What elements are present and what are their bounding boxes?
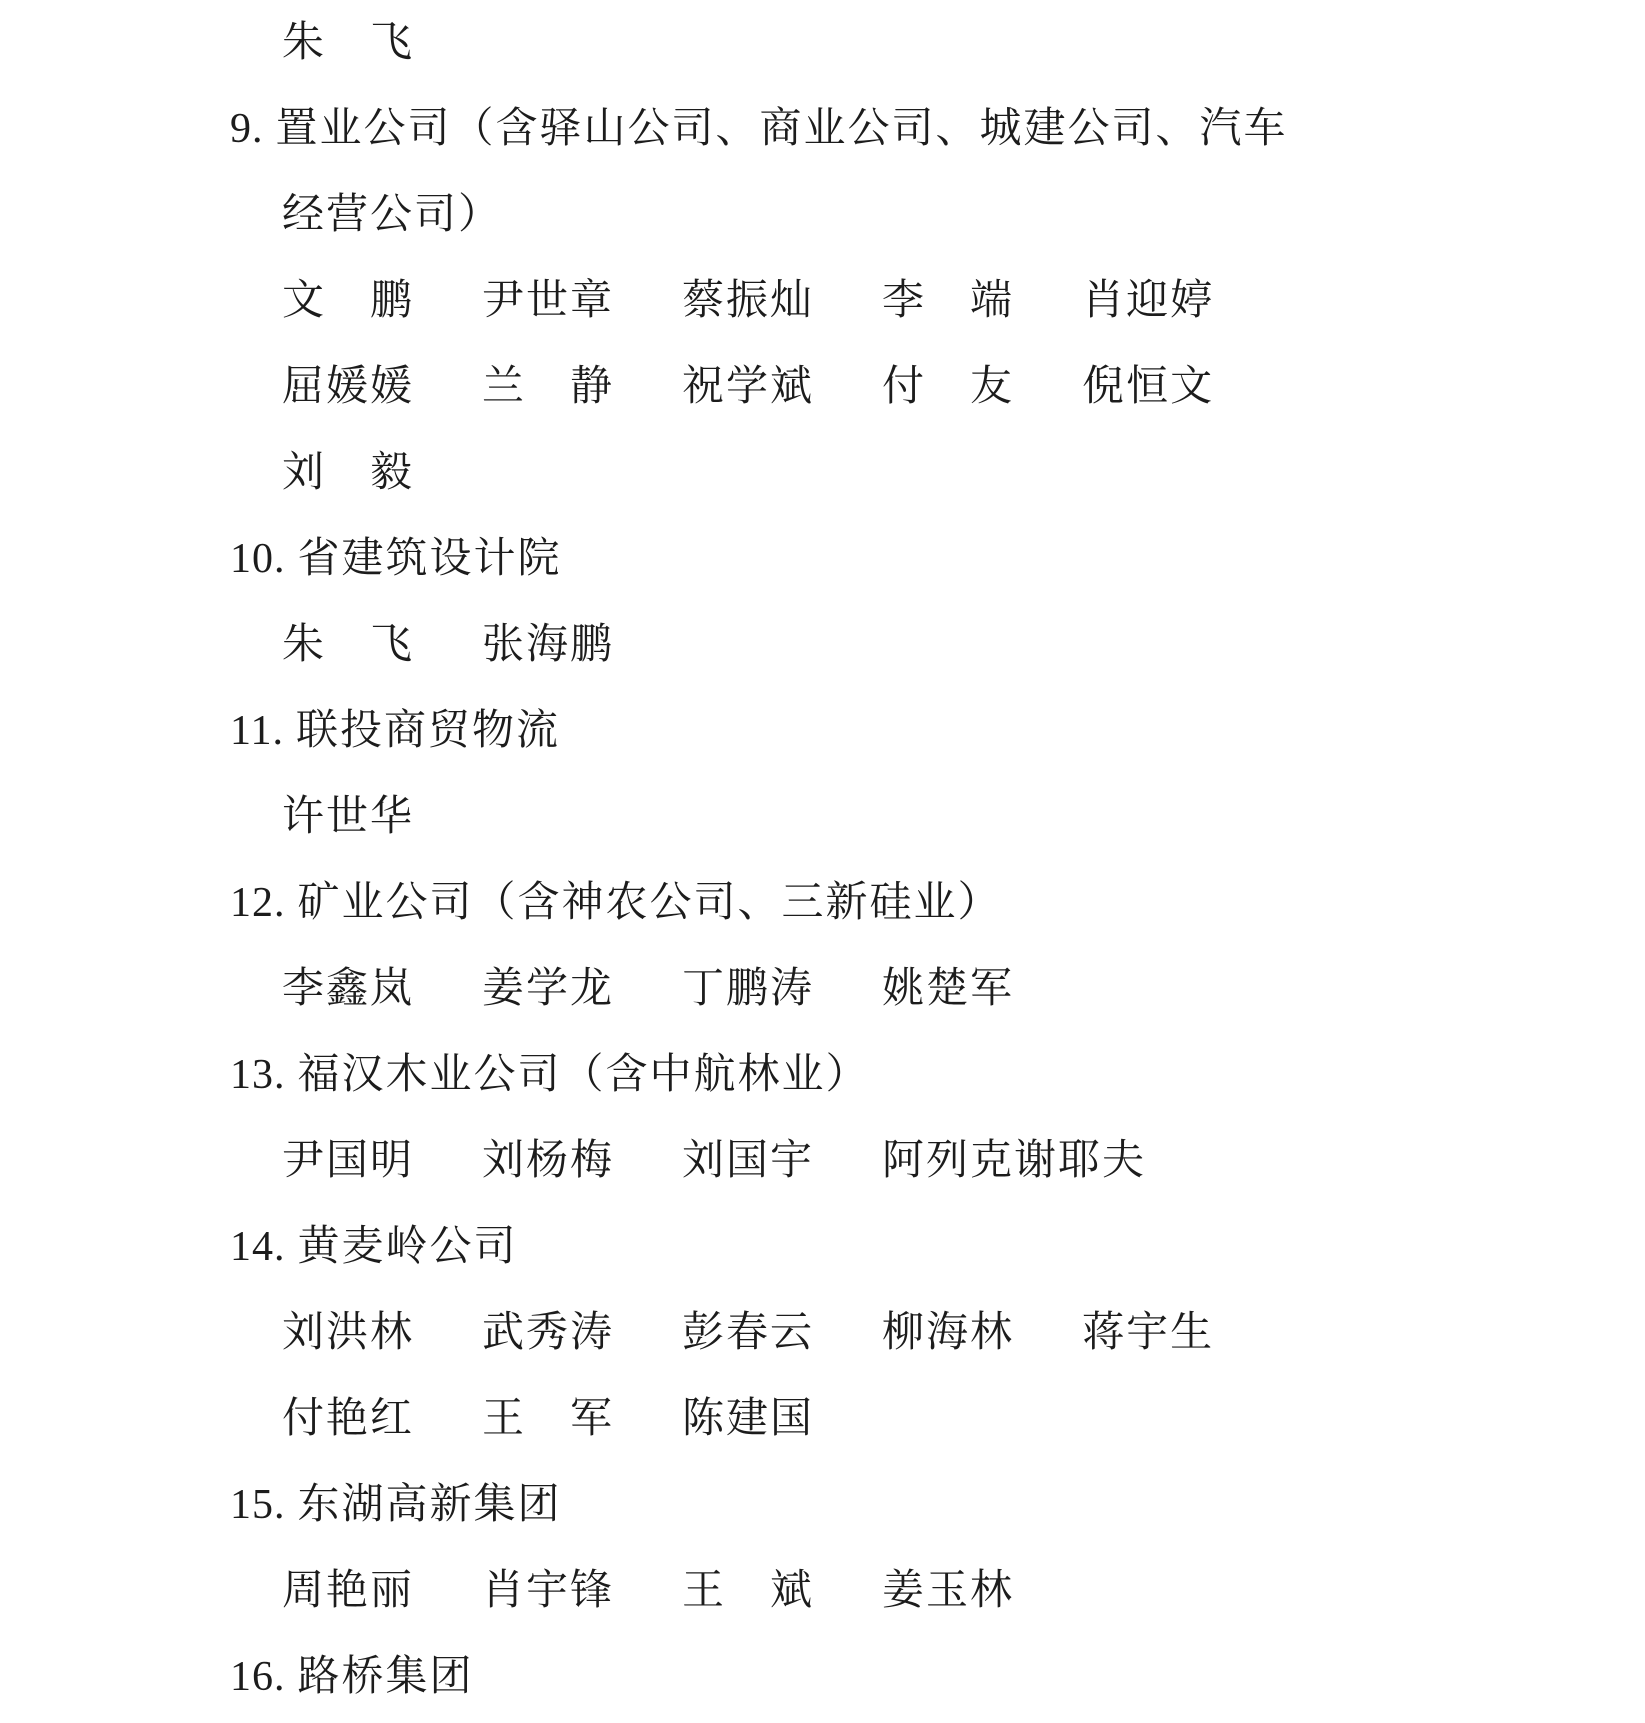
person-name: 王 军 [482,1396,615,1442]
section-title: 联投商贸物流 [295,708,560,754]
name-row [0,1118,1645,1204]
section-title: 矿业公司（含神农公司、三新硅业） [297,880,1002,926]
person-name: 姜学龙 [482,966,615,1012]
name-row [0,1290,1645,1376]
person-name: 蔡振灿 [682,278,815,324]
person-name: 李 端 [882,278,1015,324]
person-name: 李鑫岚 [282,966,415,1012]
section-title: 东湖高新集团 [297,1482,562,1528]
person-name: 付艳红 [282,1396,415,1442]
person-name: 尹国明 [282,1138,415,1184]
person-name: 武秀涛 [482,1310,615,1356]
section-heading [0,1032,1645,1118]
section-number: 12. [230,880,286,926]
section-heading [0,688,1645,774]
name-row [0,344,1645,430]
person-name: 肖宇锋 [482,1568,615,1614]
section-number: 9. [230,106,264,152]
name-row [0,1548,1645,1634]
section-heading [0,860,1645,946]
person-name: 朱 飞 [282,622,415,668]
person-name: 周艳丽 [282,1568,415,1614]
section-title: 福汉木业公司（含中航林业） [297,1052,870,1098]
person-name: 刘洪林 [282,1310,415,1356]
section-number: 11. [230,708,284,754]
section-title: 置业公司（含驿山公司、商业公司、城建公司、汽车 [275,106,1288,152]
section-heading-wrap [0,172,1645,258]
person-name: 姚楚军 [882,966,1015,1012]
section-title: 经营公司） [282,192,503,238]
person-name: 姜玉林 [882,1568,1015,1614]
person-name: 倪恒文 [1082,364,1215,410]
section-title: 路桥集团 [297,1654,474,1700]
person-name: 刘杨梅 [482,1138,615,1184]
person-name: 柳海林 [882,1310,1015,1356]
section-number: 16. [230,1654,286,1700]
person-name: 阿列克谢耶夫 [882,1138,1147,1184]
person-name: 张海鹏 [482,622,615,668]
name-row [0,602,1645,688]
name-row [0,774,1645,860]
section-heading [0,516,1645,602]
section-number: 14. [230,1224,286,1270]
name-row [0,430,1645,516]
section-title: 黄麦岭公司 [297,1224,518,1270]
name-row [0,946,1645,1032]
person-name: 丁鹏涛 [682,966,815,1012]
section-heading [0,1204,1645,1290]
name-row [0,1376,1645,1462]
person-name: 彭春云 [682,1310,815,1356]
section-number: 15. [230,1482,286,1528]
person-name: 陈建国 [682,1396,815,1442]
person-name: 许世华 [282,794,415,840]
person-name: 朱 飞 [282,20,415,66]
sections-list [0,86,1645,1720]
name-row [0,0,1645,86]
section-heading [0,86,1645,172]
person-name: 文 鹏 [282,278,415,324]
name-row [0,258,1645,344]
person-name: 刘 毅 [282,450,415,496]
person-name: 王 斌 [682,1568,815,1614]
section-number: 10. [230,536,286,582]
person-name: 肖迎婷 [1082,278,1215,324]
section-heading [0,1462,1645,1548]
person-name: 付 友 [882,364,1015,410]
person-name: 祝学斌 [682,364,815,410]
person-name: 兰 静 [482,364,615,410]
person-name: 刘国宇 [682,1138,815,1184]
person-name: 蒋宇生 [1082,1310,1215,1356]
section-heading [0,1634,1645,1720]
person-name: 尹世章 [482,278,615,324]
section-number: 13. [230,1052,286,1098]
section-title: 省建筑设计院 [297,536,562,582]
person-name: 屈媛媛 [282,364,415,410]
